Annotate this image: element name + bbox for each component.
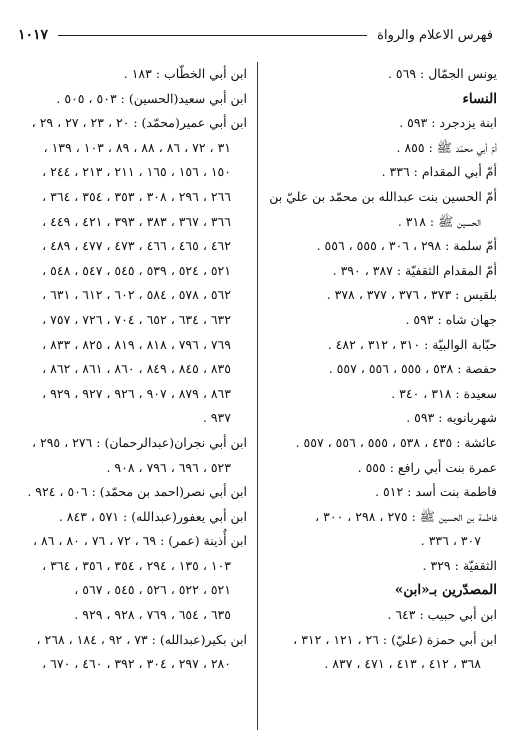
index-entry: ابن أبي نصر(احمد بن محمّد) : ٥٠٦ ، ٩٢٤ . <box>27 484 247 500</box>
index-entry: ابن أبي يعفور(عبدالله) : ٥٧١ ، ٨٤٣ . <box>58 508 247 524</box>
index-entry-continuation: ٣١ ، ٧٢ ، ٨٦ ، ٨٨ ، ٨٩ ، ١٠٣ ، ١٣٩ ، <box>43 139 231 155</box>
index-entry: أمّ أبي محمّد ﷺ : ٨٥٥ . <box>396 139 497 155</box>
index-entry-continuation: ٣٦٨ ، ٤١٢ ، ٤١٣ ، ٤٧١ ، ٨٣٧ . <box>324 656 481 672</box>
index-entry: فاطمة بنت أسد : ٥١٢ . <box>375 484 497 500</box>
index-entry: ابن أبي سعيد(الحسين) : ٥٠٣ ، ٥٠٥ . <box>56 90 247 106</box>
index-entry: فاطمة بن الحسين ﷺ : ٢٧٥ ، ٢٩٨ ، ٣٠٠ ، <box>315 508 497 524</box>
right-column <box>269 62 497 677</box>
index-entry: ابن أبي حمزة (عليّ) : ٢٦ ، ١٢١ ، ٣١٢ ، <box>293 631 497 647</box>
index-entry: جهان شاه : ٥٩٣ . <box>405 311 497 327</box>
left-column <box>12 62 247 677</box>
index-entry-continuation: ٨٣٥ ، ٨٤٥ ، ٨٤٩ ، ٨٦٠ ، ٨٦١ ، ٨٦٢ ، <box>42 361 231 377</box>
index-entry-continuation: ١٠٣ ، ١٣٥ ، ٢٩٤ ، ٣٥٤ ، ٣٥٦ ، ٣٦٤ ، <box>42 557 231 573</box>
index-entry-continuation: ٧٦٩ ، ٧٩٦ ، ٨١٨ ، ٨١٩ ، ٨٢٥ ، ٨٣٣ ، <box>42 336 231 352</box>
index-entry-continuation: ٥٢٣ ، ٦٩٦ ، ٧٩٦ ، ٩٠٨ . <box>106 459 231 475</box>
index-entry: أمّ سلمة : ٢٩٨ ، ٣٠٦ ، ٥٥٥ ، ٥٥٦ . <box>316 238 497 254</box>
index-entry-continuation: ٨٦٣ ، ٨٧٩ ، ٩٠٧ ، ٩٢٦ ، ٩٢٧ ، ٩٢٩ ، <box>42 385 231 401</box>
index-entry-continuation: الحسين ﷺ : ٣١٨ . <box>397 213 481 229</box>
index-entry-continuation: ٥٦٢ ، ٥٧٨ ، ٥٨٤ ، ٦٠٢ ، ٦١٢ ، ٦٣١ ، <box>42 287 231 303</box>
index-entry-continuation: ٩٣٧ . <box>202 410 231 426</box>
page-number: ١٠١٧ <box>18 27 49 43</box>
section-heading: النساء <box>462 90 497 107</box>
index-entry: ابن بكير(عبدالله) : ٧٣ ، ٩٢ ، ١٨٤ ، ٢٦٨ ، <box>36 631 247 647</box>
index-entry: حبّابة الوالبيّة : ٣١٠ ، ٣١٢ ، ٤٨٢ . <box>327 336 497 352</box>
index-entry: عمرة بنت أبي رافع : ٥٥٥ . <box>357 459 497 475</box>
index-entry-continuation: ٢٨٠ ، ٢٩٧ ، ٣٠٤ ، ٣٩٢ ، ٤٦٠ ، ٦٧٠ ، <box>42 656 231 672</box>
index-entry: الثقفيّة : ٣٢٩ . <box>422 557 497 573</box>
index-entry: سعيدة : ٣١٨ ، ٣٤٠ . <box>391 385 497 401</box>
index-entry: بلقيس : ٣٧٣ ، ٣٧٦ ، ٣٧٧ ، ٣٧٨ . <box>326 287 497 303</box>
index-entry-continuation: ٦٣٢ ، ٦٣٤ ، ٦٥٢ ، ٧٠٤ ، ٧٢٦ ، ٧٥٧ ، <box>42 311 231 327</box>
index-entry: ابن أُذينة (عمر) : ٦٩ ، ٧٢ ، ٧٦ ، ٨٠ ، ٨٦ ، <box>32 533 247 549</box>
index-entry: أمّ أبي المقدام : ٣٣٦ . <box>381 164 497 180</box>
index-entry: يونس الجمّال : ٥٦٩ . <box>387 66 497 81</box>
index-entry: ابنة يزدجرد : ٥٩٣ . <box>399 115 497 131</box>
running-title: فهرس الاعلام والرواة <box>377 27 493 43</box>
index-entry-continuation: ٢٦٦ ، ٢٩٦ ، ٣٠٨ ، ٣٥٣ ، ٣٥٤ ، ٣٦٤ ، <box>42 188 231 204</box>
index-entry: أمّ المقدام الثقفيّة : ٣٨٧ ، ٣٩٠ . <box>332 262 497 278</box>
index-entry: ابن أبي الخطّاب : ١٨٣ . <box>123 66 247 81</box>
index-entry: ابن أبي حبيب : ٦٤٣ . <box>387 607 497 623</box>
index-entry: عائشة : ٤٣٥ ، ٥٣٨ ، ٥٥٥ ، ٥٥٦ ، ٥٥٧ . <box>295 434 497 450</box>
index-entry: حفصة : ٥٣٨ ، ٥٥٥ ، ٥٥٦ ، ٥٥٧ . <box>328 361 497 377</box>
index-entry-continuation: ١٥٠ ، ١٥٦ ، ١٦٥ ، ٢١١ ، ٢١٣ ، ٢٤٤ ، <box>42 164 231 180</box>
section-heading: المصدّرين بـ«ابن» <box>394 582 497 599</box>
index-entry: ابن أبي عمير(محمّد) : ٢٠ ، ٢٣ ، ٢٧ ، ٢٩ ، <box>31 115 247 131</box>
index-entry-continuation: ٦٣٥ ، ٦٥٤ ، ٧٦٩ ، ٩٢٨ ، ٩٢٩ . <box>74 607 231 623</box>
index-entry: أمّ الحسين بنت عبدالله بن محمّد بن عليّ بن <box>269 188 497 204</box>
page-header <box>18 24 493 46</box>
index-entry-continuation: ٥٢١ ، ٥٢٤ ، ٥٣٩ ، ٥٤٥ ، ٥٤٧ ، ٥٤٨ ، <box>42 262 231 278</box>
index-entry-continuation: ٣٠٧ ، ٣٣٦ . <box>420 533 481 549</box>
index-entry-continuation: ٣٦٦ ، ٣٦٧ ، ٣٨٣ ، ٣٩٣ ، ٤٢١ ، ٤٤٩ ، <box>42 213 231 229</box>
index-entry: شهربانويه : ٥٩٣ . <box>406 410 497 426</box>
index-entry: ابن أبي نجران(عبدالرحمان) : ٢٧٦ ، ٢٩٥ ، <box>31 434 247 450</box>
column-divider <box>257 62 258 730</box>
index-entry-continuation: ٤٦٢ ، ٤٦٥ ، ٤٦٦ ، ٤٧٣ ، ٤٧٧ ، ٤٨٩ ، <box>42 238 231 254</box>
header-rule <box>58 35 367 36</box>
index-entry-continuation: ٥٢١ ، ٥٢٢ ، ٥٢٦ ، ٥٤٥ ، ٥٦٧ ، <box>74 582 231 598</box>
